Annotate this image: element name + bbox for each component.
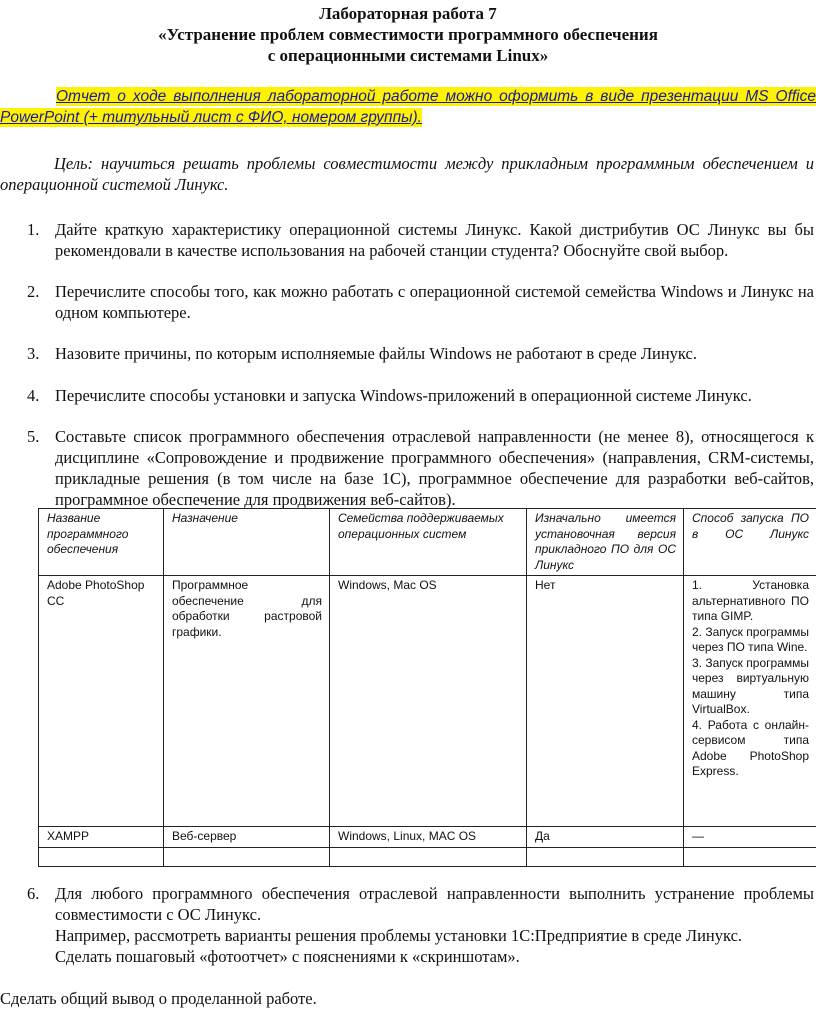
conclusion: Сделать общий вывод о проделанной работе. [0,989,317,1008]
method-item: 2. Запуск программы через ПО типа Wine. [692,624,809,654]
goal-text: Цель: научиться решать проблемы совместимости между прикладным программным обеспечением и операционной системой Линукс. [0,154,814,194]
task-text: Перечислите способы того, как можно работать с операционной системой семейства Windows и Линукс на одном компьютере. [55,282,814,322]
cell-os: Windows, Linux, MAC OS [330,827,527,848]
software-table [38,508,816,867]
task-6-line3: Сделать пошаговый «фотоотчет» с пояснениями к «скриншотам». [55,947,520,966]
task-number: 5. [27,427,40,446]
method-item: 1. Установка альтернативного ПО типа GIMP. [692,578,809,623]
doc-title: Лабораторная работа 7 [319,4,497,23]
cell-empty [39,847,164,866]
task-number: 3. [27,344,40,363]
table-header-row [39,509,816,576]
cell-name: XAMPP [39,827,164,848]
col-header-native: Изначально имеется установочная версия прикладного ПО для ОС Линукс [527,509,684,576]
task-6-line1: Для любого программного обеспечения отраслевой направленности выполнить устранение проблемы совместимости с ОС Линукс. [55,884,814,924]
cell-method: — [684,827,816,848]
task-number: 4. [27,386,40,405]
task-text: Перечислите способы установки и запуска Windows-приложений в операционной системе Линукс. [55,386,752,405]
task-text [55,883,814,967]
task-text: Назовите причины, по которым исполняемые файлы Windows не работают в среде Линукс. [55,344,697,363]
table-row [39,827,816,848]
method-item: 4. Работа с онлайн-сервисом типа Adobe PhotoShop Express. [692,717,809,778]
col-header-name: Название программного обеспечения [39,509,164,576]
task-text: Составьте список программного обеспечения отраслевой направленности (не менее 8), относящегося к дисциплине «Сопровождение и продвижение программного обеспечения» (направления, CRM-системы, прикладные решения (в том числе на базе 1С), программное обеспечение для разработки веб-сайтов, программное обеспечение для продвижения веб-сайтов). [55,427,814,509]
task-text: Дайте краткую характеристику операционной системы Линукс. Какой дистрибутив ОС Линукс вы бы рекомендовали в качестве использования на рабочей станции студента? Обоснуйте свой выбор. [55,220,814,260]
report-note-text: Отчет о ходе выполнения лабораторной работе можно оформить в виде презентации MS Office PowerPoint (+ титульный лист с ФИО, номером группы). [0,88,816,126]
cell-empty [330,847,527,866]
goal-paragraph [0,153,814,195]
cell-name: Adobe PhotoShop CC [39,576,164,827]
cell-purpose: Веб-сервер [164,827,330,848]
doc-subtitle-line2: с операционными системами Linux» [267,46,549,65]
doc-subtitle-line1: «Устранение проблем совместимости программного обеспечения [158,25,658,44]
report-note [0,86,816,128]
col-header-os: Семейства поддерживаемых операционных систем [330,509,527,576]
cell-native: Нет [527,576,684,827]
cell-empty [164,847,330,866]
table-row [39,576,816,827]
task-number: 6. [27,884,40,903]
table-row-empty [39,847,816,866]
cell-methods [684,576,816,827]
cell-native: Да [527,827,684,848]
task-6-line2: Например, рассмотреть варианты решения проблемы установки 1С:Предприятие в среде Линукс. [55,926,743,945]
col-header-purpose: Назначение [164,509,330,576]
cell-purpose: Программное обеспечение для обработки растровой графики. [164,576,330,827]
cell-os: Windows, Mac OS [330,576,527,827]
cell-empty [527,847,684,866]
col-header-method: Способ запуска ПО в ОС Линукс [684,509,816,576]
cell-empty [684,847,816,866]
task-number: 2. [27,282,40,301]
method-item: 3. Запуск программы через виртуальную машину типа VirtualBox. [692,655,809,716]
task-number: 1. [27,220,40,239]
